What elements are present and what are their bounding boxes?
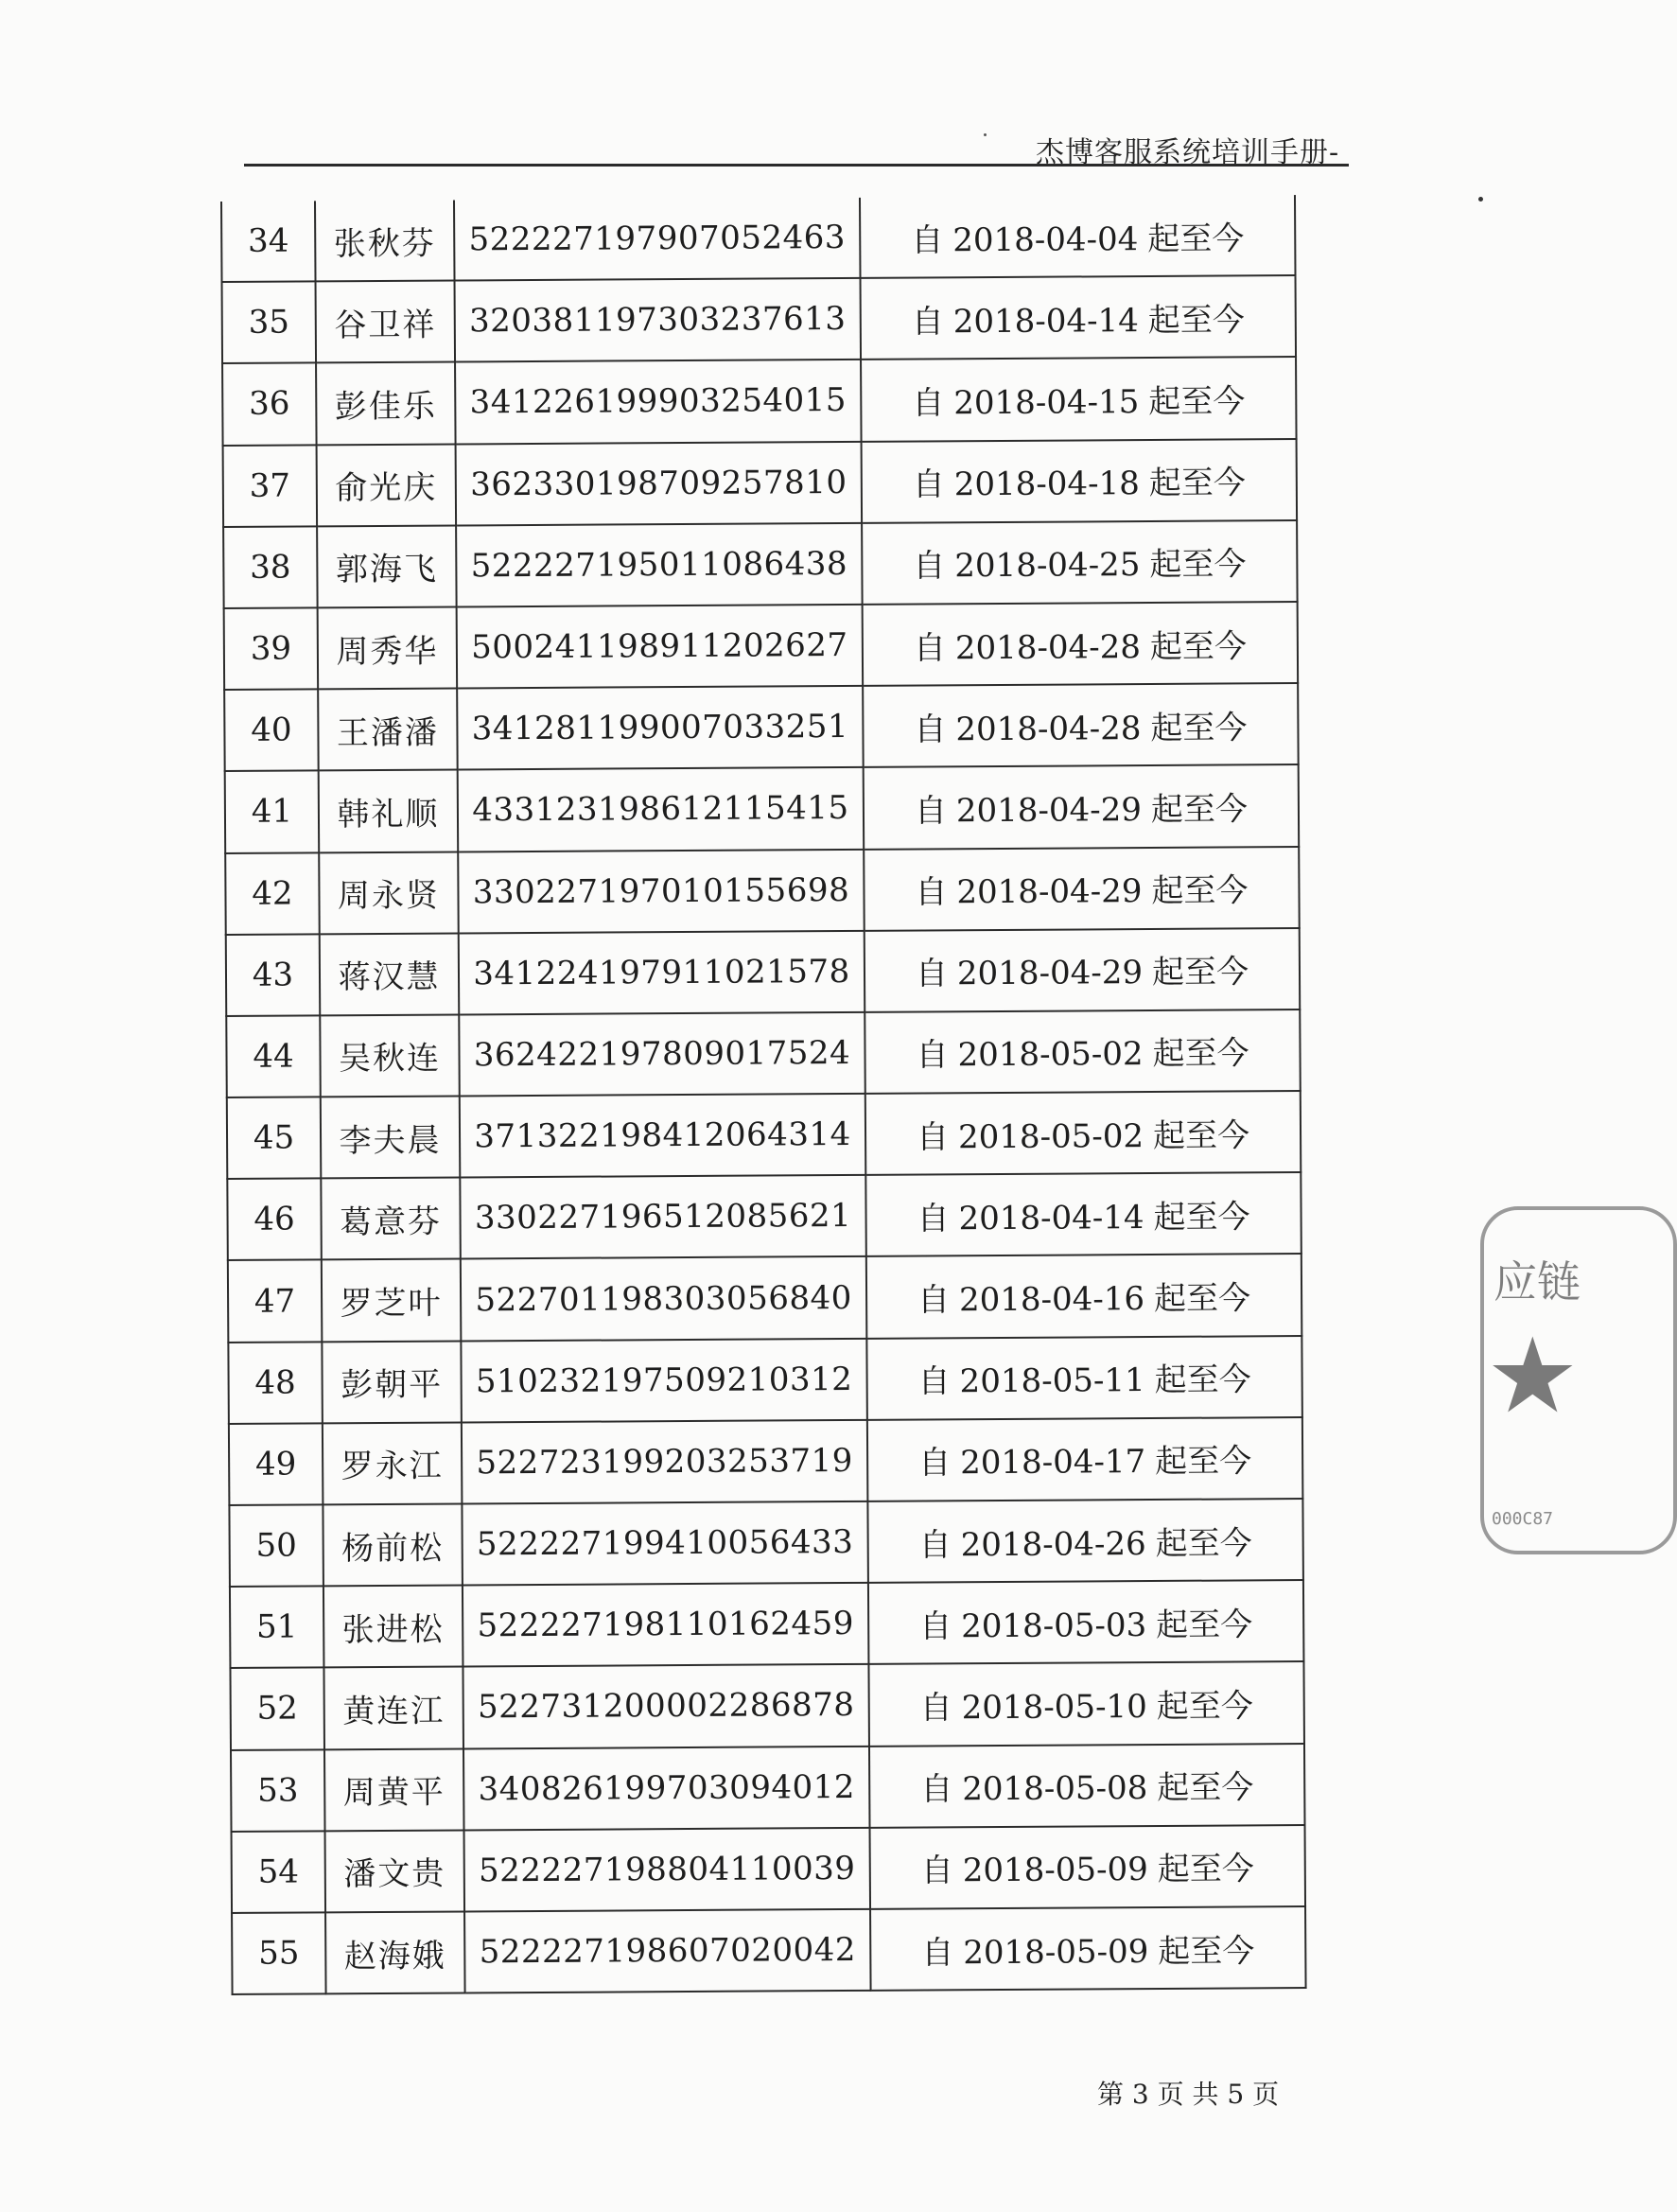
employment-period	[866, 1336, 1302, 1420]
start-date: 2018-04-17	[960, 1443, 1146, 1483]
id-number: 433123198612115415	[458, 767, 865, 851]
date-suffix: 起至今	[1152, 1116, 1250, 1155]
date-prefix: 自	[921, 1933, 954, 1973]
employee-name: 周永贤	[319, 851, 459, 934]
employee-name: 罗永江	[323, 1422, 463, 1504]
stamp-code: 000C87	[1492, 1509, 1554, 1529]
employee-name: 彭佳乐	[316, 362, 456, 445]
employee-name: 郭海飞	[317, 525, 457, 607]
date-suffix: 起至今	[1147, 301, 1245, 340]
row-number: 47	[228, 1260, 323, 1343]
start-date: 2018-05-02	[957, 1035, 1144, 1075]
table-row	[230, 1661, 1304, 1749]
date-prefix: 自	[917, 1200, 950, 1238]
table-row	[226, 1009, 1301, 1097]
scan-speck	[984, 133, 987, 136]
start-date: 2018-04-26	[960, 1524, 1146, 1564]
id-number: 522227195011086438	[456, 523, 863, 607]
employment-period	[868, 1661, 1304, 1746]
date-suffix: 起至今	[1157, 1768, 1254, 1808]
date-suffix: 起至今	[1156, 1687, 1253, 1726]
table-row	[223, 520, 1298, 608]
row-number: 54	[232, 1831, 326, 1913]
employment-period	[869, 1744, 1305, 1828]
id-number: 522227198804110039	[464, 1828, 871, 1912]
employee-name: 蒋汉慧	[320, 933, 460, 1015]
start-date: 2018-05-10	[961, 1688, 1147, 1728]
date-suffix: 起至今	[1158, 1931, 1255, 1971]
table-row	[225, 847, 1300, 935]
scan-dot	[1478, 197, 1483, 202]
row-number: 55	[232, 1912, 326, 1994]
employment-period	[863, 683, 1299, 767]
start-date: 2018-05-09	[962, 1851, 1148, 1890]
id-number: 341224197911021578	[459, 931, 865, 1015]
date-prefix: 自	[918, 1444, 952, 1483]
table-row	[224, 602, 1299, 690]
table-row	[227, 1091, 1301, 1179]
row-number: 36	[222, 363, 317, 446]
start-date: 2018-04-25	[954, 546, 1141, 586]
employment-period	[867, 1499, 1303, 1583]
table-row	[222, 275, 1297, 363]
id-number: 362422197809017524	[459, 1012, 865, 1097]
date-prefix: 自	[916, 1117, 950, 1157]
date-suffix: 起至今	[1155, 1442, 1252, 1482]
start-date: 2018-04-14	[952, 301, 1139, 342]
employment-period	[860, 195, 1296, 278]
start-date: 2018-04-14	[958, 1198, 1144, 1238]
date-prefix: 自	[914, 792, 948, 831]
employee-table-body	[221, 195, 1306, 1994]
row-number: 45	[227, 1097, 322, 1179]
start-date: 2018-04-18	[953, 465, 1140, 504]
id-number: 371322198412064314	[460, 1094, 866, 1178]
date-suffix: 起至今	[1151, 953, 1249, 992]
id-number: 522227199410056433	[462, 1501, 868, 1586]
employee-name: 黄连江	[323, 1667, 463, 1749]
date-suffix: 起至今	[1149, 626, 1248, 666]
table-row	[228, 1336, 1302, 1424]
date-suffix: 起至今	[1153, 1198, 1250, 1237]
row-number: 42	[225, 852, 320, 935]
id-number: 341281199007033251	[457, 686, 864, 770]
employee-name: 赵海娥	[325, 1911, 465, 1993]
employee-name: 韩礼顺	[319, 770, 459, 852]
employee-name: 罗芝叶	[322, 1259, 462, 1342]
id-number: 522227197907052463	[454, 198, 861, 281]
start-date: 2018-05-09	[963, 1932, 1149, 1972]
document-header-title: 杰博客服系统培训手册-	[1036, 136, 1340, 169]
row-number: 39	[224, 607, 319, 690]
table-row	[231, 1744, 1305, 1832]
id-number: 330227196512085621	[460, 1175, 866, 1259]
employment-period	[862, 520, 1298, 605]
employment-period	[866, 1254, 1302, 1338]
date-suffix: 起至今	[1149, 545, 1247, 585]
start-date: 2018-04-29	[956, 872, 1143, 912]
employment-period	[867, 1417, 1303, 1501]
table-row	[223, 439, 1298, 527]
employment-period	[861, 275, 1297, 360]
stamp-text: 应链	[1494, 1256, 1581, 1308]
employee-name: 张进松	[323, 1586, 463, 1668]
row-number: 40	[224, 690, 319, 772]
table-row	[230, 1580, 1304, 1668]
employment-period	[865, 1172, 1301, 1256]
date-prefix: 自	[916, 1036, 949, 1075]
official-seal-stamp	[1480, 1206, 1677, 1554]
employee-name: 王潘潘	[318, 689, 458, 771]
date-prefix: 自	[913, 628, 947, 668]
date-suffix: 起至今	[1150, 790, 1249, 829]
employment-period	[865, 928, 1301, 1012]
id-number: 522227198110162459	[463, 1583, 869, 1667]
date-suffix: 起至今	[1151, 871, 1249, 911]
row-number: 51	[230, 1587, 324, 1669]
start-date: 2018-04-04	[952, 219, 1139, 259]
row-number: 53	[231, 1749, 325, 1832]
start-date: 2018-04-28	[955, 709, 1142, 748]
start-date: 2018-04-29	[956, 954, 1144, 993]
id-number: 522731200002286878	[463, 1664, 869, 1748]
row-number: 52	[230, 1668, 324, 1750]
employee-name: 潘文贵	[325, 1830, 465, 1912]
id-number: 330227197010155698	[458, 849, 865, 933]
employee-name: 俞光庆	[317, 444, 457, 526]
date-suffix: 起至今	[1153, 1279, 1251, 1319]
date-prefix: 自	[915, 873, 948, 912]
employee-name: 李夫晨	[321, 1097, 461, 1179]
date-prefix: 自	[917, 1362, 951, 1401]
date-prefix: 自	[919, 1607, 952, 1646]
table-row	[224, 683, 1299, 771]
start-date: 2018-04-16	[958, 1280, 1145, 1320]
table-row	[232, 1825, 1306, 1913]
row-number: 46	[227, 1179, 322, 1261]
date-suffix: 起至今	[1152, 1034, 1249, 1074]
row-number: 34	[221, 201, 316, 282]
employment-period	[865, 1091, 1301, 1175]
employment-period	[862, 439, 1298, 523]
row-number: 41	[225, 771, 320, 853]
employee-name: 周黄平	[324, 1748, 464, 1831]
start-date: 2018-04-15	[953, 383, 1140, 423]
start-date: 2018-05-02	[957, 1116, 1144, 1156]
page-number-footer: 第 3 页 共 5 页	[1097, 2079, 1280, 2110]
row-number: 44	[226, 1015, 321, 1097]
employment-period	[861, 357, 1297, 441]
table-row	[225, 764, 1300, 852]
employee-name: 周秀华	[318, 606, 458, 689]
row-number: 35	[222, 282, 317, 364]
employment-period	[864, 847, 1300, 931]
employment-period	[865, 1009, 1301, 1094]
employee-name: 杨前松	[323, 1503, 463, 1586]
table-row	[232, 1906, 1306, 1994]
table-row	[227, 1172, 1301, 1260]
start-date: 2018-05-08	[962, 1769, 1148, 1809]
start-date: 2018-05-03	[961, 1606, 1147, 1646]
id-number: 500241198911202627	[457, 605, 864, 689]
date-suffix: 起至今	[1147, 219, 1245, 258]
table-row	[229, 1499, 1303, 1587]
date-prefix: 自	[920, 1852, 953, 1890]
table-row	[229, 1417, 1303, 1505]
date-prefix: 自	[911, 303, 944, 342]
employee-table	[220, 195, 1307, 1995]
date-prefix: 自	[915, 955, 949, 993]
date-prefix: 自	[914, 711, 947, 749]
id-number: 522227198607020042	[464, 1909, 871, 1993]
row-number: 43	[226, 934, 321, 1016]
date-suffix: 起至今	[1156, 1606, 1253, 1644]
star-icon: ★	[1486, 1315, 1580, 1436]
date-prefix: 自	[917, 1281, 951, 1320]
employee-name: 张秋芬	[315, 200, 455, 281]
id-number: 522723199203253719	[462, 1420, 868, 1504]
employee-name: 彭朝平	[322, 1341, 462, 1423]
date-suffix: 起至今	[1154, 1361, 1251, 1400]
row-number: 37	[223, 445, 318, 527]
date-suffix: 起至今	[1148, 382, 1246, 421]
header-rule	[244, 164, 1349, 167]
start-date: 2018-05-11	[959, 1361, 1145, 1401]
table-row	[226, 928, 1301, 1016]
employment-period	[870, 1825, 1306, 1909]
start-date: 2018-04-28	[954, 627, 1142, 667]
id-number: 362330198709257810	[456, 441, 863, 525]
employee-name: 谷卫祥	[316, 281, 456, 363]
row-number: 48	[228, 1342, 323, 1424]
date-prefix: 自	[913, 547, 946, 586]
id-number: 522701198303056840	[461, 1256, 867, 1341]
employee-name: 葛意芬	[321, 1178, 461, 1260]
date-suffix: 起至今	[1155, 1523, 1252, 1563]
table-row	[228, 1254, 1302, 1342]
id-number: 510232197509210312	[461, 1338, 867, 1422]
date-suffix: 起至今	[1150, 709, 1248, 747]
employment-period	[864, 764, 1300, 849]
employment-period	[868, 1580, 1304, 1664]
date-prefix: 自	[919, 1689, 952, 1728]
date-prefix: 自	[920, 1770, 953, 1809]
date-prefix: 自	[912, 384, 945, 423]
id-number: 320381197303237613	[455, 278, 862, 362]
employment-period	[870, 1906, 1306, 1991]
row-number: 50	[229, 1504, 323, 1587]
row-number: 49	[229, 1423, 323, 1505]
table-row	[222, 357, 1297, 445]
table-row	[221, 195, 1295, 282]
employment-period	[863, 602, 1299, 686]
date-suffix: 起至今	[1157, 1850, 1254, 1889]
employee-name: 吴秋连	[320, 1014, 460, 1097]
date-suffix: 起至今	[1148, 464, 1246, 503]
date-prefix: 自	[912, 465, 945, 504]
date-prefix: 自	[911, 220, 944, 260]
start-date: 2018-04-29	[955, 790, 1143, 831]
date-prefix: 自	[918, 1525, 952, 1565]
row-number: 38	[223, 526, 318, 608]
id-number: 340826199703094012	[463, 1746, 870, 1830]
id-number: 341226199903254015	[455, 360, 862, 444]
